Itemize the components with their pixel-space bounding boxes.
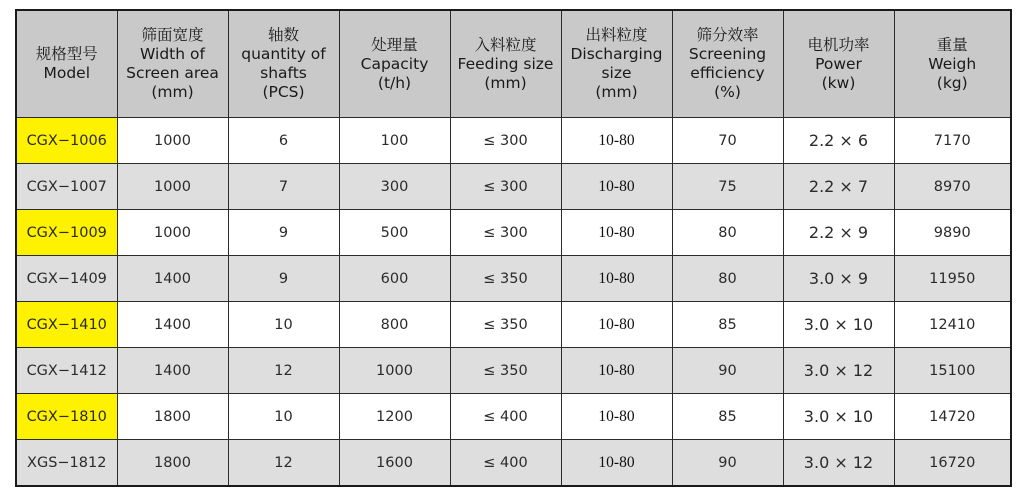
column-header-discharging-size	[561, 10, 672, 118]
table-cell-discharging-size: 10-80	[561, 394, 672, 440]
column-header-model	[16, 10, 117, 118]
column-header-unit: (%)	[714, 83, 741, 101]
model-cell: CGX−1007	[16, 164, 117, 210]
table-cell-weight: 12410	[894, 302, 1011, 348]
table-cell-discharging-size: 10-80	[561, 256, 672, 302]
table-body	[16, 118, 1011, 487]
table-cell-width: 1000	[117, 210, 228, 256]
table-row	[16, 210, 1011, 256]
table-cell-capacity: 800	[339, 302, 450, 348]
column-header-zh: 出料粒度	[585, 26, 648, 44]
column-header-en: quantity of shafts	[241, 45, 326, 82]
table-cell-efficiency: 85	[672, 302, 783, 348]
column-header-en: Discharging size	[570, 45, 663, 82]
table-cell-power: 3.0 × 10	[783, 394, 894, 440]
column-header-en: Power	[815, 54, 862, 73]
table-cell-capacity: 1200	[339, 394, 450, 440]
table-cell-efficiency: 70	[672, 118, 783, 164]
table-cell-weight: 9890	[894, 210, 1011, 256]
table-cell-shafts: 10	[228, 302, 339, 348]
model-cell: CGX−1009	[16, 210, 117, 256]
column-header-power	[783, 10, 894, 118]
table-row	[16, 164, 1011, 210]
table-cell-capacity: 300	[339, 164, 450, 210]
table-row	[16, 394, 1011, 440]
table-cell-efficiency: 80	[672, 210, 783, 256]
table-cell-efficiency: 85	[672, 394, 783, 440]
table-cell-weight: 14720	[894, 394, 1011, 440]
table-cell-capacity: 100	[339, 118, 450, 164]
column-header-unit: (kw)	[821, 73, 856, 92]
column-header-shafts	[228, 10, 339, 118]
table-row	[16, 440, 1011, 487]
column-header-efficiency	[672, 10, 783, 118]
table-cell-capacity: 600	[339, 256, 450, 302]
table-cell-discharging-size: 10-80	[561, 164, 672, 210]
table-cell-discharging-size: 10-80	[561, 302, 672, 348]
table-cell-efficiency: 90	[672, 440, 783, 487]
column-header-en: Screening efficiency	[688, 45, 767, 82]
table-cell-feeding-size: ≤ 300	[450, 118, 561, 164]
column-header-unit: (kg)	[936, 73, 968, 92]
column-header-unit: (mm)	[595, 83, 638, 101]
column-header-unit: (t/h)	[377, 73, 412, 92]
table-row	[16, 302, 1011, 348]
header-row	[16, 10, 1011, 118]
column-header-en: Width of Screen area	[126, 45, 219, 82]
table-cell-feeding-size: ≤ 400	[450, 394, 561, 440]
column-header-en: Model	[43, 64, 91, 82]
column-header-unit: (mm)	[151, 83, 194, 101]
table-cell-shafts: 10	[228, 394, 339, 440]
table-cell-weight: 11950	[894, 256, 1011, 302]
table-cell-feeding-size: ≤ 350	[450, 302, 561, 348]
table-row	[16, 118, 1011, 164]
table-cell-feeding-size: ≤ 400	[450, 440, 561, 487]
column-header-en: Capacity	[360, 54, 429, 73]
model-cell: CGX−1006	[16, 118, 117, 164]
spec-table	[15, 9, 1012, 487]
model-cell: CGX−1409	[16, 256, 117, 302]
column-header-feeding-size	[450, 10, 561, 118]
table-cell-capacity: 500	[339, 210, 450, 256]
column-header-zh: 重量	[936, 35, 968, 54]
table-cell-weight: 7170	[894, 118, 1011, 164]
table-cell-shafts: 9	[228, 210, 339, 256]
model-cell: CGX−1410	[16, 302, 117, 348]
column-header-zh: 筛面宽度	[141, 26, 204, 44]
table-cell-efficiency: 80	[672, 256, 783, 302]
table-header	[16, 10, 1011, 118]
column-header-zh: 规格型号	[35, 45, 98, 63]
table-cell-capacity: 1000	[339, 348, 450, 394]
table-cell-weight: 8970	[894, 164, 1011, 210]
table-cell-feeding-size: ≤ 350	[450, 256, 561, 302]
table-cell-width: 1400	[117, 302, 228, 348]
table-cell-width: 1000	[117, 164, 228, 210]
table-cell-efficiency: 75	[672, 164, 783, 210]
table-row	[16, 256, 1011, 302]
table-cell-feeding-size: ≤ 300	[450, 164, 561, 210]
table-cell-width: 1400	[117, 256, 228, 302]
column-header-weight	[894, 10, 1011, 118]
table-cell-shafts: 12	[228, 440, 339, 487]
column-header-zh: 电机功率	[807, 35, 870, 54]
table-cell-width: 1400	[117, 348, 228, 394]
column-header-capacity	[339, 10, 450, 118]
table-cell-shafts: 6	[228, 118, 339, 164]
table-cell-shafts: 9	[228, 256, 339, 302]
table-cell-discharging-size: 10-80	[561, 348, 672, 394]
table-cell-weight: 15100	[894, 348, 1011, 394]
column-header-zh: 筛分效率	[696, 26, 759, 44]
table-cell-width: 1800	[117, 440, 228, 487]
column-header-zh: 轴数	[267, 26, 299, 44]
table-cell-weight: 16720	[894, 440, 1011, 487]
table-cell-power: 3.0 × 12	[783, 348, 894, 394]
table-cell-width: 1800	[117, 394, 228, 440]
table-cell-power: 3.0 × 12	[783, 440, 894, 487]
table-cell-feeding-size: ≤ 300	[450, 210, 561, 256]
model-cell: CGX−1412	[16, 348, 117, 394]
table-cell-capacity: 1600	[339, 440, 450, 487]
column-header-zh: 入料粒度	[474, 35, 537, 54]
column-header-en: Feeding size	[457, 54, 554, 73]
table-cell-shafts: 7	[228, 164, 339, 210]
column-header-width	[117, 10, 228, 118]
column-header-unit: (PCS)	[262, 83, 305, 101]
table-cell-power: 2.2 × 7	[783, 164, 894, 210]
column-header-unit: (mm)	[484, 73, 527, 92]
model-cell: XGS−1812	[16, 440, 117, 487]
table-cell-discharging-size: 10-80	[561, 210, 672, 256]
column-header-zh: 处理量	[371, 35, 418, 54]
column-header-en: Weigh	[928, 54, 977, 73]
table-cell-efficiency: 90	[672, 348, 783, 394]
table-cell-power: 2.2 × 9	[783, 210, 894, 256]
model-cell: CGX−1810	[16, 394, 117, 440]
table-cell-shafts: 12	[228, 348, 339, 394]
table-cell-power: 3.0 × 10	[783, 302, 894, 348]
table-cell-power: 3.0 × 9	[783, 256, 894, 302]
table-cell-power: 2.2 × 6	[783, 118, 894, 164]
table-cell-discharging-size: 10-80	[561, 440, 672, 487]
table-cell-feeding-size: ≤ 350	[450, 348, 561, 394]
table-cell-width: 1000	[117, 118, 228, 164]
table-cell-discharging-size: 10-80	[561, 118, 672, 164]
table-row	[16, 348, 1011, 394]
